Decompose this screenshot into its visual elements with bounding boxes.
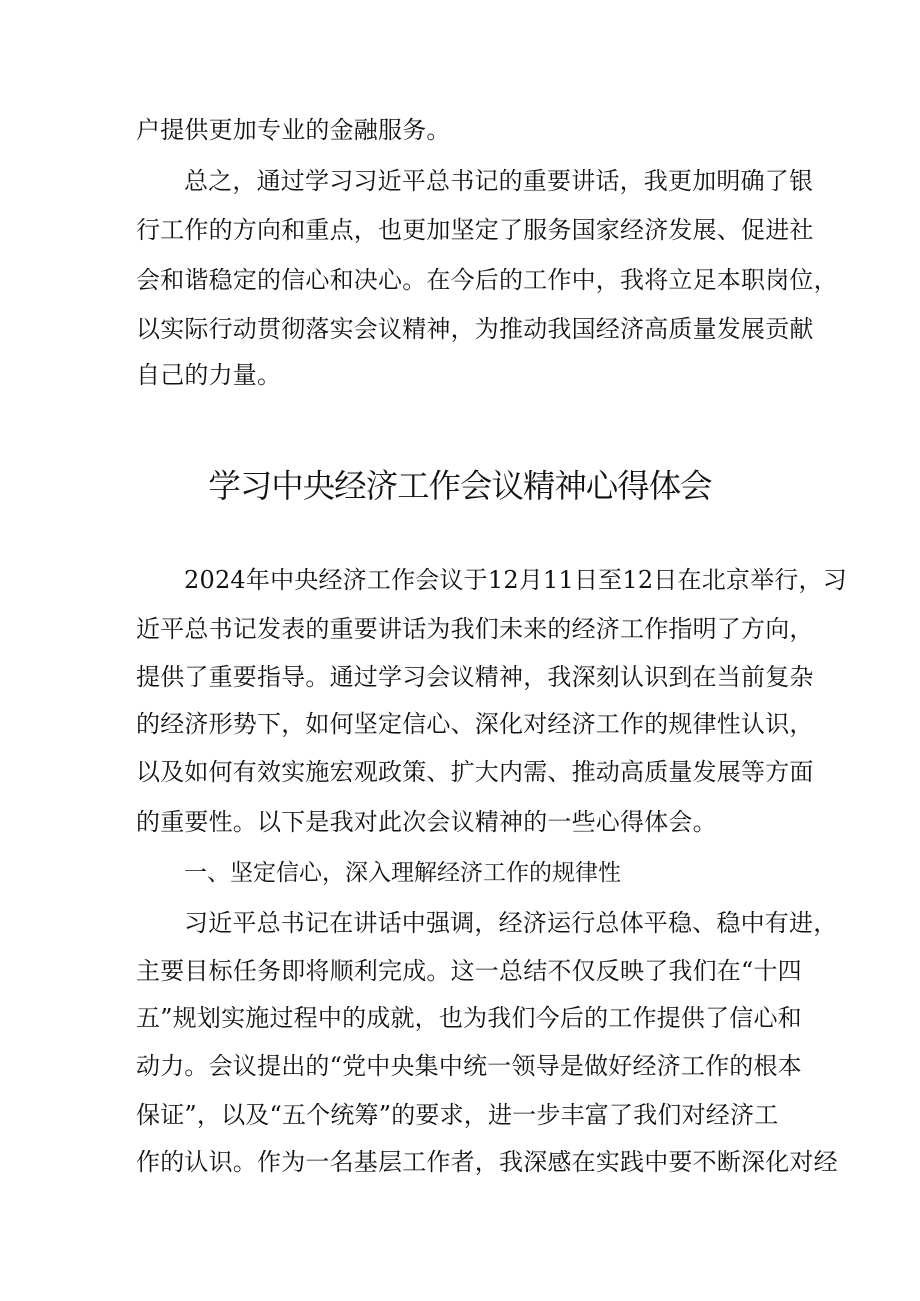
body-line: 近平总书记发表的重要讲话为我们未来的经济工作指明了方向，: [136, 615, 814, 643]
page-title: 学习中央经济工作会议精神心得体会: [208, 467, 712, 505]
body-line: 自己的力量。: [136, 361, 282, 389]
body-line: 2024年中央经济工作会议于12月11日至12日在北京举行，习: [184, 566, 847, 594]
body-line: 以实际行动贯彻落实会议精神，为推动我国经济高质量发展贡献: [136, 315, 814, 343]
body-line: 会和谐稳定的信心和决心。在今后的工作中，我将立足本职岗位，: [136, 266, 838, 294]
body-line: 的经济形势下，如何坚定信心、深化对经济工作的规律性认识，: [136, 710, 814, 738]
body-line: 以及如何有效实施宏观政策、扩大内需、推动高质量发展等方面: [136, 758, 814, 786]
body-line: 作的认识。作为一名基层工作者，我深感在实践中要不断深化对经: [136, 1148, 838, 1176]
body-line: 总之，通过学习习近平总书记的重要讲话，我更加明确了银: [184, 167, 814, 195]
body-line: 五”规划实施过程中的成就，也为我们今后的工作提供了信心和: [136, 1004, 802, 1032]
body-line: 行工作的方向和重点，也更加坚定了服务国家经济发展、促进社: [136, 216, 814, 244]
body-line: 习近平总书记在讲话中强调，经济运行总体平稳、稳中有进，: [184, 909, 838, 937]
body-line: 主要目标任务即将顺利完成。这一总结不仅反映了我们在“十四: [136, 957, 802, 985]
section-heading: 一、坚定信心，深入理解经济工作的规律性: [184, 860, 621, 886]
body-line: 户提供更加专业的金融服务。: [136, 116, 451, 144]
body-line: 动力。会议提出的“党中央集中统一领导是做好经济工作的根本: [136, 1052, 802, 1080]
body-line: 的重要性。以下是我对此次会议精神的一些心得体会。: [136, 808, 717, 836]
body-line: 提供了重要指导。通过学习会议精神，我深刻认识到在当前复杂: [136, 663, 814, 691]
body-line: 保证”，以及“五个统筹”的要求，进一步丰富了我们对经济工: [136, 1101, 779, 1129]
